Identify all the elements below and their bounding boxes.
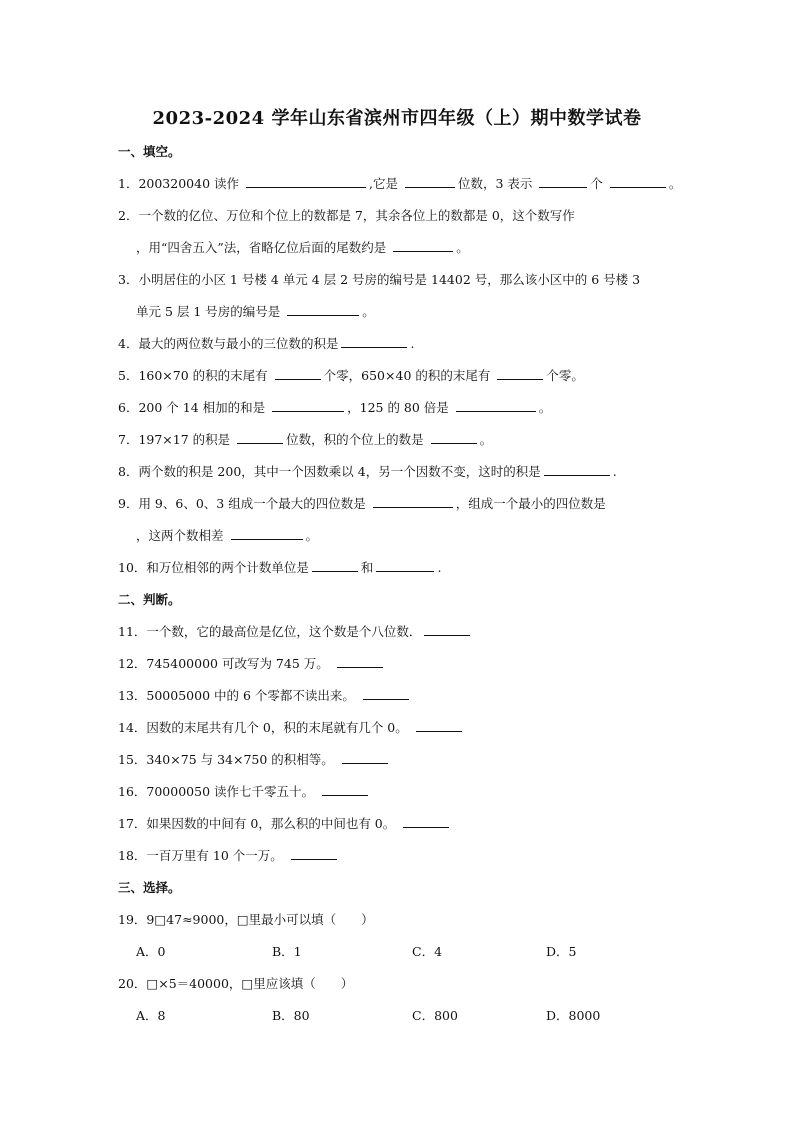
question-2-cont: ，用“四舍五入”法，省略亿位后面的尾数约是 。 (136, 240, 469, 255)
question-1: 1．200320040 读作 ,它是 位数，3 表示 个 。 (118, 176, 682, 191)
answer-blank[interactable] (405, 174, 455, 188)
option-b[interactable]: B．80 (272, 1008, 310, 1023)
answer-blank[interactable] (424, 622, 470, 636)
section-fill-in: 一、填空。 (118, 144, 181, 159)
answer-blank[interactable] (287, 302, 359, 316)
answer-blank[interactable] (416, 718, 462, 732)
answer-blank[interactable] (610, 174, 666, 188)
answer-blank[interactable] (403, 814, 449, 828)
question-10: 10．和万位相邻的两个计数单位是 和 . (118, 560, 442, 575)
option-a[interactable]: A．8 (136, 1008, 166, 1023)
answer-blank[interactable] (393, 238, 453, 252)
answer-blank[interactable] (539, 174, 587, 188)
option-c[interactable]: C．800 (412, 1008, 458, 1023)
question-8: 8．两个数的积是 200，其中一个因数乘以 4，另一个因数不变，这时的积是 . (118, 464, 617, 479)
question-2: 2．一个数的亿位、万位和个位上的数都是 7，其余各位上的数都是 0，这个数写作 (118, 208, 575, 223)
option-b[interactable]: B．1 (272, 944, 302, 959)
question-13: 13．50005000 中的 6 个零都不读出来。 (118, 686, 412, 706)
answer-blank[interactable] (312, 558, 358, 572)
question-6: 6．200 个 14 相加的和是 ，125 的 80 倍是 。 (118, 400, 552, 415)
answer-blank[interactable] (341, 334, 407, 348)
option-d[interactable]: D．8000 (546, 1008, 601, 1023)
question-14: 14．因数的末尾共有几个 0，积的末尾就有几个 0。 (118, 718, 465, 738)
answer-blank[interactable] (231, 526, 303, 540)
section-true-false: 二、判断。 (118, 592, 181, 607)
question-4: 4．最大的两位数与最小的三位数的积是 . (118, 336, 415, 351)
page-title: 2023-2024 学年山东省滨州市四年级（上）期中数学试卷 (152, 108, 642, 129)
answer-blank[interactable] (322, 782, 368, 796)
answer-blank[interactable] (342, 750, 388, 764)
question-9: 9．用 9、6、0、3 组成一个最大的四位数是 ，组成一个最小的四位数是 (118, 496, 606, 511)
answer-blank[interactable] (272, 398, 344, 412)
answer-blank[interactable] (275, 366, 321, 380)
question-16: 16．70000050 读作七千零五十。 (118, 782, 371, 802)
question-5: 5．160×70 的积的末尾有 个零，650×40 的积的末尾有 个零。 (118, 368, 584, 383)
option-c[interactable]: C．4 (412, 944, 443, 959)
question-3-cont: 单元 5 层 1 号房的编号是 。 (136, 304, 375, 319)
question-3: 3．小明居住的小区 1 号楼 4 单元 4 层 2 号房的编号是 14402 号，那么该小区中的 6 号楼 3 (118, 272, 641, 287)
question-12: 12．745400000 可改写为 745 万。 (118, 654, 386, 674)
answer-blank[interactable] (291, 846, 337, 860)
answer-blank[interactable] (431, 430, 477, 444)
question-19: 19．9□47≈9000，□里最小可以填（ ） (118, 912, 374, 927)
answer-blank[interactable] (246, 174, 366, 188)
question-20: 20．□×5＝40000，□里应该填（ ） (118, 976, 354, 991)
answer-blank[interactable] (456, 398, 536, 412)
question-11: 11．一个数，它的最高位是亿位，这个数是个八位数． (118, 622, 473, 642)
question-17: 17．如果因数的中间有 0，那么积的中间也有 0。 (118, 814, 452, 834)
answer-blank[interactable] (363, 686, 409, 700)
question-15: 15．340×75 与 34×750 的积相等。 (118, 750, 391, 770)
question-7: 7．197×17 的积是 位数，积的个位上的数是 。 (118, 432, 493, 447)
section-choice: 三、选择。 (118, 880, 181, 895)
answer-blank[interactable] (497, 366, 543, 380)
option-d[interactable]: D．5 (546, 944, 577, 959)
option-a[interactable]: A．0 (136, 944, 166, 959)
question-9-cont: ，这两个数相差 。 (136, 528, 319, 543)
answer-blank[interactable] (337, 654, 383, 668)
question-18: 18．一百万里有 10 个一万。 (118, 846, 340, 866)
answer-blank[interactable] (544, 462, 610, 476)
answer-blank[interactable] (376, 558, 434, 572)
answer-blank[interactable] (237, 430, 283, 444)
answer-blank[interactable] (373, 494, 453, 508)
